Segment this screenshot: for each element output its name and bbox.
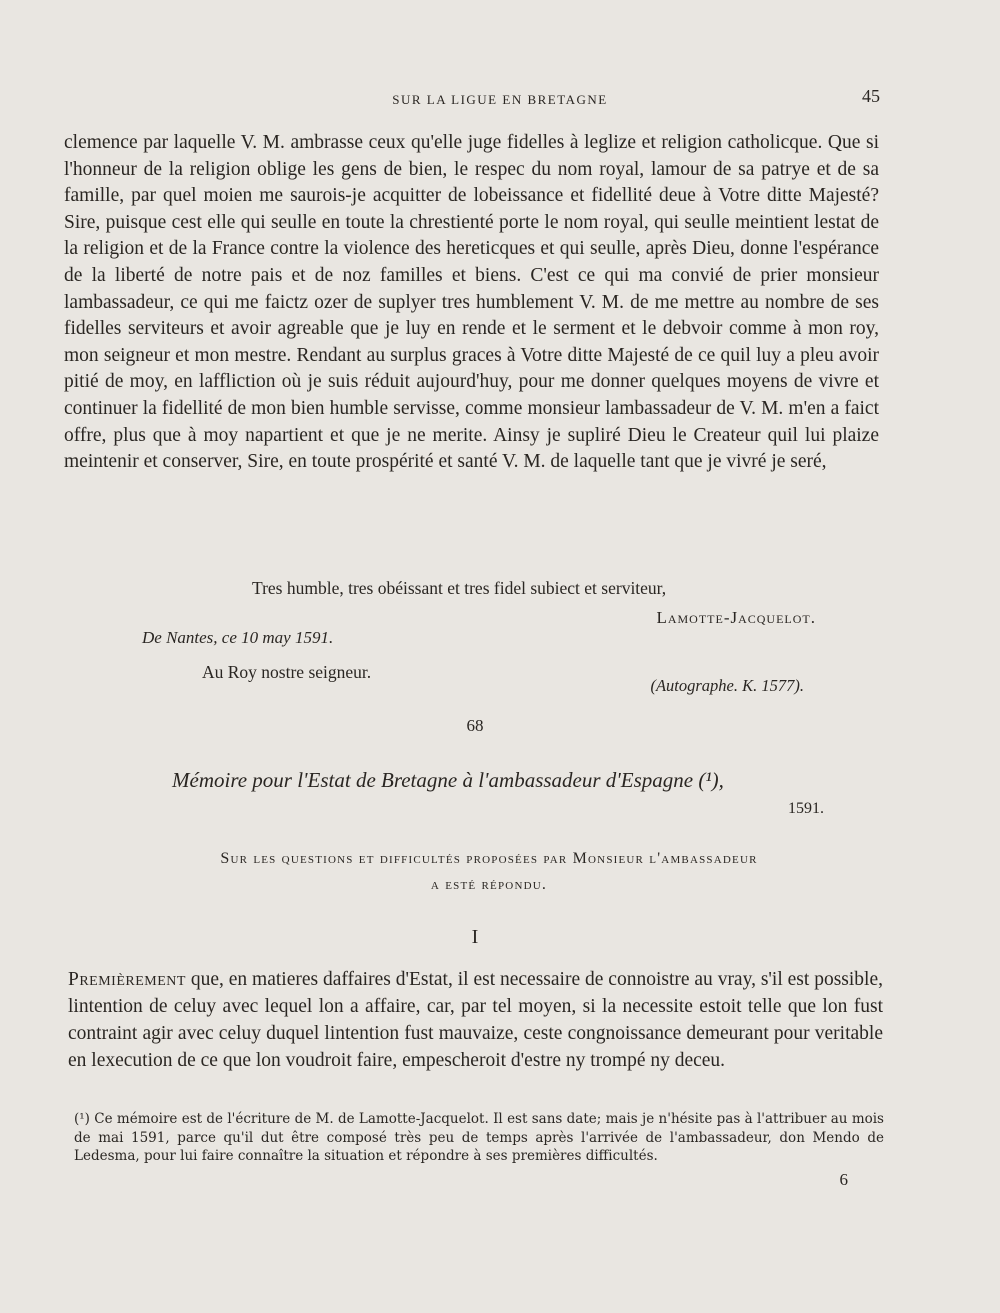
running-title: SUR LA LIGUE EN BRETAGNE <box>392 92 608 107</box>
letter-paragraph: clemence par laquelle V. M. ambrasse ceux qu'elle juge fidelles à leglize et religion catholicque. Que si l'honneur de la religion oblige les gens de bien, le respec du nom royal, lamour de sa patrye et de sa famille, par quel moien me saurois-je acquitter de lobeissance et fidellité deue à Votre ditte Majesté? Sire, puisque cest elle qui seulle en toute la chrestienté porte le nom royal, qui seulle meintient lestat de la religion et de la France contre la violence des hereticques et qui seulle, après Dieu, donne l'espérance de la liberté de notre pais et de noz familles et biens. C'est ce qui ma convié de prier monsieur lambassadeur, ce qui me faictz ozer de suplyer tres humblement V. M. de me mettre au nombre de ses fidelles serviteurs et avoir agreable que je luy en rende et le serment et le debvoir comme à mon roy, mon seigneur et mon mestre. Rendant au surplus graces à Votre ditte Majesté de ce quil luy a pleu avoir pitié de moy, en laffliction où je suis réduit aujourd'huy, pour me donner quelques moyens de vivre et continuer la fidellité de mon bien humble servisse, comme monsieur lambassadeur de V. M. m'en a faict offre, plus que à moy napartient et que je ne merite. Ainsy je supliré Dieu le Createur quil lui plaize meintenir et conserver, Sire, en toute prospérité et santé V. M. de laquelle tant que je vivré je seré, <box>64 132 879 473</box>
page-number: 45 <box>862 86 880 106</box>
document-title: Mémoire pour l'Estat de Bretagne à l'ambassadeur d'Espagne (¹), <box>172 768 724 792</box>
letter-closing: Tres humble, tres obéissant et tres fidel subiect et serviteur, <box>252 578 667 598</box>
signature-mark: 6 <box>839 1170 848 1189</box>
footnote <box>74 1110 884 1166</box>
section-number: I <box>471 926 479 948</box>
document-date: 1591. <box>788 800 824 817</box>
section-text: que, en matieres daffaires d'Estat, il est necessaire de connoistre au vray, s'il est possible, lintention de celuy avec lequel lon a affaire, car, par tel moyen, si la necessite estoit telle que lon fust contraint agir avec celuy duquel lintention fust mauvaize, ceste congnoissance demeurant pour veritable en lexecution de ce que lon voudroit faire, empescheroit d'estre ny trompé ny deceu. <box>68 969 883 1071</box>
letter-address: Au Roy nostre seigneur. <box>202 662 372 682</box>
section-lead-word: Premièrement <box>68 969 186 990</box>
letter-place-date: De Nantes, ce 10 may 1591. <box>142 628 334 647</box>
letter-source: (Autographe. K. 1577). <box>650 676 804 695</box>
letter-signer: Lamotte-Jacquelot. <box>656 608 816 627</box>
section-body <box>68 966 883 1074</box>
subtitle-line: Sur les questions et difficultés proposées par Monsieur l'ambassadeur <box>220 850 758 867</box>
section-paragraph <box>68 966 883 1074</box>
subtitle-line: a esté répondu. <box>430 876 548 893</box>
document-subtitle <box>104 846 874 898</box>
document-number: 68 <box>466 716 484 735</box>
letter-body <box>64 130 879 476</box>
footnote-text: (¹) Ce mémoire est de l'écriture de M. de Lamotte-Jacquelot. Il est sans date; mais je n'hésite pas à l'attribuer au mois de mai 1591, parce qu'il dut être composé très peu de temps après l'arrivée de l'ambassadeur, don Mendo de Ledesma, pour lui faire connaître la situation et répondre à ses premières difficultés. <box>74 1111 884 1164</box>
